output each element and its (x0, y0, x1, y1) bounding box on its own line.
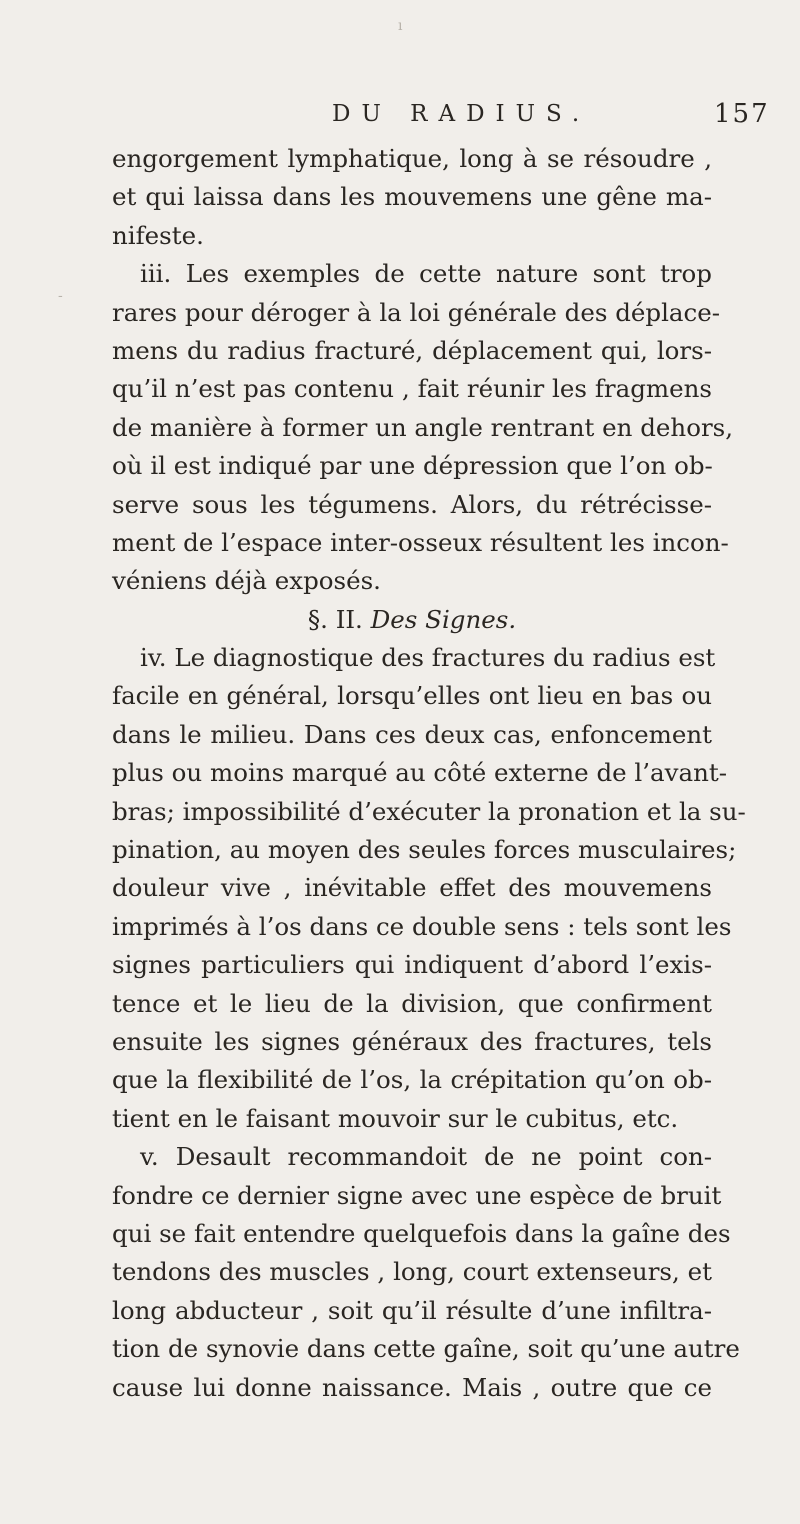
paragraph-iii-start: iii. Les exemples de cette nature sont trop (140, 259, 712, 289)
text-line: signes particuliers qui indiquent d’abord l’exis- (112, 950, 712, 980)
text-line: facile en général, lorsqu’elles ont lieu en bas ou (112, 681, 712, 711)
text-line: tion de synovie dans cette gaîne, soit qu’une autre (112, 1334, 740, 1364)
text-line: ment de l’espace inter-osseux résultent les incon- (112, 527, 729, 557)
body-text (112, 140, 746, 1407)
text-line: de manière à former un angle rentrant en dehors, (112, 412, 734, 442)
text-line: où il est indiqué par une dépression que l’on ob- (112, 451, 713, 481)
text-line: mens du radius fracturé, déplacement qui, lors- (112, 335, 712, 365)
text-line: serve sous les tégumens. Alors, du rétrécisse- (112, 489, 712, 519)
page-number: 157 (714, 99, 770, 129)
text-line: véniens déjà exposés. (112, 566, 381, 596)
text-line: tendons des muscles , long, court extenseurs, et (112, 1257, 712, 1287)
paper-speck: ı (398, 18, 403, 34)
text-line: nifeste. (112, 220, 204, 250)
text-line: long abducteur , soit qu’il résulte d’une infiltra- (112, 1295, 712, 1325)
text-line: ensuite les signes généraux des fractures, tels (112, 1026, 712, 1056)
text-line: et qui laissa dans les mouvemens une gêne ma- (112, 182, 712, 212)
text-line: rares pour déroger à la loi générale des déplace- (112, 297, 721, 327)
paragraph-iv-start: iv. Le diagnostique des fractures du radius est (140, 643, 716, 673)
text-line: pination, au moyen des seules forces musculaires; (112, 835, 737, 865)
paragraph-v-start: v. Desault recommandoit de ne point con- (140, 1142, 712, 1172)
text-line: bras; impossibilité d’exécuter la pronation et la su- (112, 796, 746, 826)
section-heading (112, 601, 712, 639)
text-line: tient en le faisant mouvoir sur le cubitus, etc. (112, 1103, 679, 1133)
section-mark: §. II. (307, 604, 363, 634)
text-line: douleur vive , inévitable effet des mouvemens (112, 873, 712, 903)
text-line: fondre ce dernier signe avec une espèce de bruit (112, 1180, 722, 1210)
text-line: cause lui donne naissance. Mais , outre que ce (112, 1372, 712, 1402)
text-line: qui se fait entendre quelquefois dans la gaîne des (112, 1218, 731, 1248)
paper-speck: - (58, 288, 63, 304)
text-line: engorgement lymphatique, long à se résoudre , (112, 144, 712, 173)
text-line: que la flexibilité de l’os, la crépitation qu’on ob- (112, 1065, 712, 1095)
text-line: dans le milieu. Dans ces deux cas, enfoncement (112, 719, 712, 749)
text-line: tence et le lieu de la division, que confirment (112, 988, 712, 1018)
text-line: qu’il n’est pas contenu , fait réunir les fragmens (112, 374, 712, 404)
text-line: imprimés à l’os dans ce double sens : tels sont les (112, 911, 732, 941)
section-title: Des Signes. (370, 604, 517, 634)
text-line: plus ou moins marqué au côté externe de l’avant- (112, 758, 728, 788)
running-head: DU RADIUS. (332, 101, 591, 127)
